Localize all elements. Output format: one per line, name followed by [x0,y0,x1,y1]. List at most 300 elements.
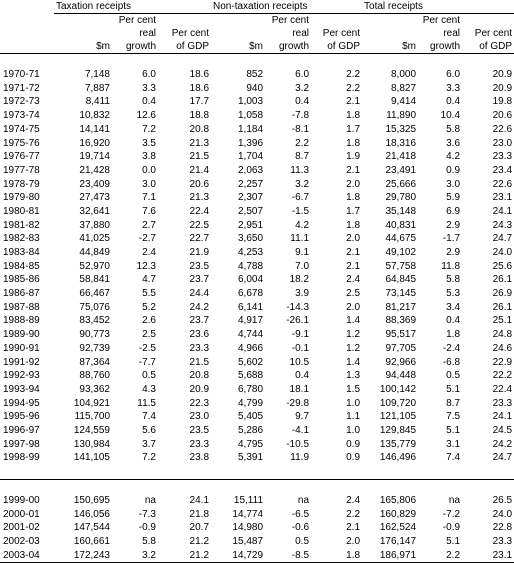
table-row [0,232,514,246]
non-taxation-receipts-header: Non-taxation receipts [211,0,362,14]
value-cell: 52,970 [79,260,110,272]
value-cell: 6,141 [237,301,264,313]
column-header-cell [211,14,265,28]
value-cell: 3.2 [295,178,310,190]
value-cell: 0.4 [295,370,310,382]
value-cell: -14.3 [286,301,310,313]
value-cell: 6.0 [295,69,310,81]
value-cell: 1.9 [346,151,361,163]
value-cell: 26.9 [492,288,513,300]
column-header-cell [54,27,112,40]
year-cell: 1979-80 [3,192,40,204]
value-cell: 0.9 [346,438,361,450]
value-cell: 0.4 [446,315,461,327]
value-cell: 90,773 [79,329,110,341]
value-cell: 23.3 [189,438,210,450]
value-cell: 5.5 [142,288,156,300]
value-cell: 7.1 [142,192,156,204]
column-header-row-1 [0,14,514,28]
year-cell: 1989-90 [3,329,40,341]
value-cell: 5.1 [446,535,461,547]
value-cell: 1.8 [311,548,362,562]
value-cell: 109,720 [379,397,417,409]
value-cell: 1.1 [346,411,361,423]
value-cell: 21.2 [189,535,210,547]
value-cell: 23.7 [189,315,210,327]
value-cell: 150,695 [73,494,110,506]
value-cell: 5,286 [237,424,264,436]
year-cell: 1993-94 [3,383,40,395]
value-cell: -2.4 [442,342,461,354]
value-cell: 8.7 [295,151,310,163]
table-row [0,507,514,521]
value-cell: 1.7 [346,123,361,135]
value-cell: 5,688 [237,370,264,382]
value-cell: 18,316 [385,137,417,149]
value-cell: 4,795 [237,438,264,450]
value-cell: 58,841 [79,274,110,286]
value-cell: 5.8 [446,123,461,135]
value-cell: 16,920 [79,137,110,149]
column-header-cell: Per cent [422,15,461,26]
table-row [0,314,514,328]
value-cell: 186,971 [362,548,418,562]
value-cell: 1.4 [346,315,361,327]
value-cell: 165,806 [379,494,417,506]
value-cell: 100,142 [379,383,417,395]
value-cell: 23.5 [189,424,210,436]
value-cell: 6,004 [237,274,264,286]
table-row [0,246,514,260]
value-cell: 57,758 [385,260,417,272]
value-cell: 21.5 [189,151,210,163]
value-cell: 20.9 [492,69,513,81]
value-cell: 22.6 [492,123,513,135]
value-cell: 24.2 [492,438,513,450]
value-cell: 124,559 [73,424,110,436]
year-cell: 2001-02 [3,522,40,534]
value-cell: 21.3 [189,137,210,149]
value-cell: 2.0 [346,178,361,190]
value-cell: 7.5 [446,411,461,423]
year-cell: 1996-97 [3,424,40,436]
value-cell: 1,704 [237,151,264,163]
value-cell: 160,661 [73,535,110,547]
year-cell: 1990-91 [3,342,40,354]
value-cell: 20.8 [189,123,210,135]
value-cell: 5.2 [142,301,156,313]
value-cell: 21,428 [79,164,110,176]
value-cell: 2.4 [346,494,361,506]
value-cell: 2.1 [346,247,361,258]
value-cell: 4,917 [237,315,264,327]
table-row [0,521,514,535]
value-cell: 2.2 [418,548,462,562]
value-cell: 2.4 [346,274,361,286]
column-header-cell: Per cent [474,28,513,39]
value-cell: 93,362 [79,383,110,395]
value-cell: 1.2 [346,329,361,341]
value-cell: 3.3 [142,82,156,94]
value-cell: 1.5 [346,383,361,395]
value-cell: 3.6 [446,137,461,149]
year-cell: 1991-92 [3,356,40,368]
value-cell: -7.7 [138,356,156,368]
value-cell: 6.0 [446,69,461,81]
value-cell: 24.1 [492,411,513,423]
value-cell: 20.7 [189,522,210,534]
value-cell: -6.5 [291,508,310,520]
table-row [0,177,514,191]
value-cell: 23,409 [79,178,110,190]
column-header-row-2 [0,27,514,40]
value-cell: 24.2 [189,301,210,313]
year-cell: 1988-89 [3,315,40,327]
column-header-cell [158,14,211,28]
column-header-row-3 [0,40,514,54]
column-header-cell [0,27,54,40]
value-cell: 5.3 [446,288,461,300]
value-cell: 15,487 [232,535,264,547]
value-cell: 4,966 [237,342,264,354]
recent-rows [0,493,514,562]
value-cell: -7.8 [291,110,310,122]
value-cell: 5.6 [142,424,156,436]
value-cell: 2.0 [346,233,361,245]
value-cell: 1,184 [237,123,264,135]
year-cell: 1997-98 [3,438,40,450]
value-cell: 22.4 [492,383,513,395]
value-cell: 44,675 [385,233,417,245]
value-cell: -2.7 [138,233,156,245]
value-cell: 95,517 [385,329,417,341]
value-cell: 75,076 [79,301,110,313]
value-cell: 0.5 [142,370,156,382]
value-cell: 1.0 [346,397,361,409]
value-cell: 24.0 [492,508,513,520]
year-cell: 1972-73 [3,96,40,108]
table-row [0,136,514,150]
value-cell: 22.4 [189,205,210,217]
value-cell: 26.1 [492,301,513,313]
value-cell: 940 [246,82,264,94]
value-cell: 2.7 [142,219,156,231]
value-cell: 23.3 [492,397,513,409]
value-cell: na [448,494,461,506]
series-break [0,465,514,493]
column-header-cell [211,27,265,40]
value-cell: 4.2 [295,219,310,231]
value-cell: 4.2 [446,151,461,163]
table-row [0,424,514,438]
column-header-cell: real [443,28,461,39]
column-header-cell: $m [362,40,418,54]
value-cell: 14,729 [211,548,265,562]
value-cell: 5,391 [237,452,264,464]
year-cell: 2002-03 [3,535,40,547]
value-cell: 14,980 [232,522,264,534]
value-cell: 3.5 [142,137,156,149]
value-cell: 141,105 [73,452,110,464]
value-cell: 121,105 [379,411,417,423]
value-cell: 24.6 [492,342,513,354]
column-header-cell [54,14,112,28]
year-cell: 2000-01 [3,508,40,520]
value-cell: 22.6 [492,178,513,190]
column-header-cell: Per cent [271,15,310,26]
value-cell: 21.2 [158,548,211,562]
value-cell: 97,705 [385,342,417,354]
column-header-cell: of GDP [462,40,514,54]
table-row [0,328,514,342]
value-cell: 3.9 [295,288,310,300]
value-cell: 35,148 [385,205,417,217]
value-cell: 21.5 [189,356,210,368]
table-row [0,122,514,136]
year-cell: 1998-99 [3,452,40,464]
table-row [0,451,514,465]
value-cell: 160,829 [379,508,417,520]
value-cell: -10.5 [286,438,310,450]
year-cell: 1982-83 [3,233,40,245]
value-cell: 20.8 [189,370,210,382]
value-cell: 4.3 [142,383,156,395]
table-row [0,68,514,82]
year-cell: 1978-79 [3,178,40,190]
value-cell: 0.4 [446,96,461,108]
value-cell: 12.6 [136,110,156,122]
value-cell: 7.4 [142,411,156,423]
table-row [0,218,514,232]
value-cell: 3.0 [446,178,461,190]
value-cell: 23.6 [189,329,210,341]
value-cell: 88,369 [385,315,417,327]
value-cell: 18.1 [289,383,310,395]
value-cell: 14,774 [232,508,264,520]
value-cell: 0.0 [142,164,156,176]
value-cell: -0.9 [442,522,461,534]
table-row [0,205,514,219]
value-cell: 2,507 [237,205,264,217]
column-header-cell: Per cent [171,28,210,39]
value-cell: 3.1 [446,438,461,450]
value-cell: 21.4 [189,164,210,176]
value-cell: 24.0 [492,247,513,258]
value-cell: 1.8 [346,110,361,122]
value-cell: 5.8 [446,274,461,286]
value-cell: 2.0 [346,535,361,547]
value-cell: 20.9 [189,383,210,395]
value-cell: 1,058 [237,110,264,122]
column-header-cell [311,14,362,28]
value-cell: 92,966 [385,356,417,368]
table-row [0,81,514,95]
value-cell: 0.4 [295,96,310,108]
value-cell: na [144,494,156,506]
table-row [0,259,514,273]
value-cell: -1.5 [291,205,310,217]
year-cell: 1977-78 [3,164,40,176]
column-header-cell: real [139,28,156,39]
value-cell: -7.2 [442,508,461,520]
value-cell: 176,147 [379,535,417,547]
value-cell: 7.2 [142,123,156,135]
value-cell: 11.1 [290,233,310,245]
value-cell: 19.8 [492,96,513,108]
value-cell: 23,491 [385,164,417,176]
value-cell: 22.9 [492,356,513,368]
value-cell: 2.4 [142,247,156,258]
year-cell: 1973-74 [3,110,40,122]
value-cell: 66,467 [79,288,110,300]
value-cell: 3.8 [142,151,156,163]
historical-rows [0,54,514,466]
value-cell: 104,921 [73,397,110,409]
value-cell: 27,473 [79,192,110,204]
value-cell: 40,831 [385,219,417,231]
value-cell: 23.5 [189,260,210,272]
value-cell: 10.5 [289,356,310,368]
value-cell: 5.9 [446,192,461,204]
value-cell: 115,700 [74,411,110,423]
value-cell: 6.0 [142,69,156,81]
value-cell: 23.3 [492,151,513,163]
table-row [0,535,514,549]
value-cell: 24.8 [492,329,513,341]
table-row [0,287,514,301]
table-row [0,164,514,178]
value-cell: 81,217 [385,301,417,313]
value-cell: 7.4 [446,452,461,464]
value-cell: 12.3 [136,260,156,272]
value-cell: -29.8 [286,397,310,409]
value-cell: 21,418 [385,151,417,163]
value-cell: 2,063 [237,164,264,176]
value-cell: -0.1 [291,342,310,354]
value-cell: 23.3 [189,342,210,354]
value-cell: 25.6 [492,260,513,272]
value-cell: 7.6 [142,205,156,217]
value-cell: 44,849 [79,247,110,258]
value-cell: -9.1 [291,329,310,341]
value-cell: -8.5 [265,548,311,562]
value-cell: 23.4 [492,164,513,176]
value-cell: 4,253 [237,247,264,258]
value-cell: 32,641 [79,205,110,217]
value-cell: -8.1 [291,123,310,135]
value-cell: 8,827 [391,82,417,94]
value-cell: 1.2 [346,342,361,354]
value-cell: 7,148 [84,69,110,81]
column-header-cell [462,14,514,28]
value-cell: 24.7 [492,452,513,464]
value-cell: 1.7 [346,205,361,217]
value-cell: 5,405 [237,411,264,423]
value-cell: 11.8 [441,260,461,272]
taxation-receipts-header: Taxation receipts [54,0,211,14]
value-cell: -2.5 [138,342,156,354]
value-cell: 0.5 [295,535,310,547]
value-cell: -0.6 [291,522,310,534]
value-cell: 23.3 [492,535,513,547]
value-cell: -6.7 [291,192,310,204]
value-cell: 8,411 [85,96,110,108]
value-cell: 2.9 [446,219,461,231]
value-cell: -7.3 [138,508,156,520]
value-cell: 26.1 [492,274,513,286]
value-cell: 129,845 [379,424,417,436]
year-cell: 1995-96 [3,411,40,423]
value-cell: 2,307 [237,192,264,204]
value-cell: 8.7 [446,397,461,409]
value-cell: 15,325 [385,123,417,135]
year-cell: 1976-77 [3,151,40,163]
year-column-header [0,0,54,14]
value-cell: 17.7 [189,96,210,108]
value-cell: 23.1 [492,192,513,204]
value-cell: 15,111 [233,494,264,506]
value-cell: 1.8 [346,219,361,231]
value-cell: 0.5 [446,370,461,382]
value-cell: 9.1 [295,247,310,258]
value-cell: 18.6 [189,82,210,94]
value-cell: 7.0 [295,260,310,272]
value-cell: 130,984 [73,438,110,450]
value-cell: 24.3 [492,219,513,231]
value-cell: -26.1 [286,315,310,327]
value-cell: 19,714 [79,151,110,163]
value-cell: 147,544 [73,522,110,534]
value-cell: 1.8 [346,192,361,204]
value-cell: 2.2 [346,69,361,81]
value-cell: 162,524 [379,522,417,534]
value-cell: 2.6 [142,315,156,327]
value-cell: 4,799 [237,397,264,409]
value-cell: na [297,494,310,506]
column-header-cell: Per cent [118,15,156,26]
value-cell: 135,779 [379,438,417,450]
year-cell: 1983-84 [3,247,40,258]
value-cell: 3.2 [112,548,158,562]
value-cell: 24.1 [492,205,513,217]
table-row [0,273,514,287]
value-cell: 2,951 [237,219,264,231]
value-cell: -0.9 [138,522,156,534]
value-cell: 9.7 [295,411,310,423]
year-cell: 2003-04 [0,548,54,562]
year-cell: 1994-95 [3,397,40,409]
value-cell: 23.0 [492,137,513,149]
value-cell: 0.9 [446,164,461,176]
value-cell: 3.4 [446,301,461,313]
value-cell: 49,102 [385,247,417,258]
value-cell: 2.1 [346,96,361,108]
column-header-cell [362,27,418,40]
column-header-cell [0,40,54,54]
value-cell: -1.7 [442,233,461,245]
value-cell: 1,003 [237,96,264,108]
value-cell: 83,452 [79,315,110,327]
value-cell: 0.9 [346,452,361,464]
value-cell: 852 [246,69,264,81]
value-cell: 2.2 [295,137,310,149]
value-cell: 11,890 [386,110,417,122]
year-cell: 1986-87 [3,288,40,300]
value-cell: 146,496 [379,452,417,464]
value-cell: 2.9 [446,247,461,258]
value-cell: 21.8 [189,508,210,520]
value-cell: 24.1 [189,494,210,506]
